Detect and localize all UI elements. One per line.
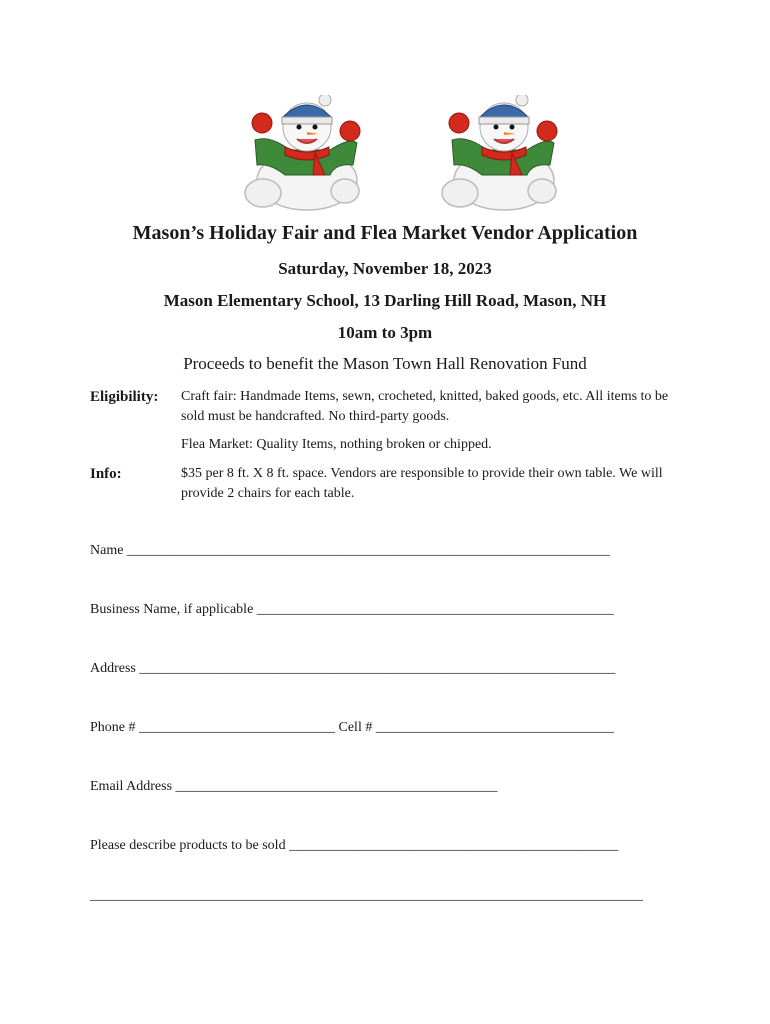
info-label: Info: xyxy=(90,466,122,482)
event-date: Saturday, November 18, 2023 xyxy=(278,259,492,278)
products-description-extra-line[interactable]: _______________________________________________________________________________ xyxy=(90,888,643,903)
event-location: Mason Elementary School, 13 Darling Hill Road, Mason, NH xyxy=(163,291,607,310)
eligibility-flea-text: Flea Market: Quality Items, nothing broken or chipped. xyxy=(181,437,492,452)
snowman-drawing xyxy=(442,95,557,210)
page-title: Mason’s Holiday Fair and Flea Market Vendor Application xyxy=(132,222,638,244)
eligibility-craft-text: Craft fair: Handmade Items, sewn, crocheted, knitted, baked goods, etc. All items to be sold must be handcrafted. No third-party goods. xyxy=(181,389,669,424)
eligibility-label: Eligibility: xyxy=(90,389,159,405)
phone-cell-field[interactable]: Phone # ____________________________ Cell # __________________________________ xyxy=(90,720,614,735)
info-text: $35 per 8 ft. X 8 ft. space. Vendors are responsible to provide their own table. We will provide 2 chairs for each table. xyxy=(181,466,663,501)
snowman-drawing xyxy=(245,95,360,210)
business-name-field[interactable]: Business Name, if applicable ___________________________________________________ xyxy=(90,602,614,617)
benefit-note: Proceeds to benefit the Mason Town Hall Renovation Fund xyxy=(183,354,587,373)
snowman-left-image xyxy=(235,95,375,215)
event-hours: 10am to 3pm xyxy=(337,323,433,342)
address-field[interactable]: Address ____________________________________________________________________ xyxy=(90,661,616,676)
name-field[interactable]: Name _____________________________________________________________________ xyxy=(90,543,610,558)
email-field[interactable]: Email Address ______________________________________________ xyxy=(90,779,498,794)
snowman-right-image xyxy=(432,95,572,215)
products-description-field[interactable]: Please describe products to be sold _______________________________________________ xyxy=(90,838,619,853)
